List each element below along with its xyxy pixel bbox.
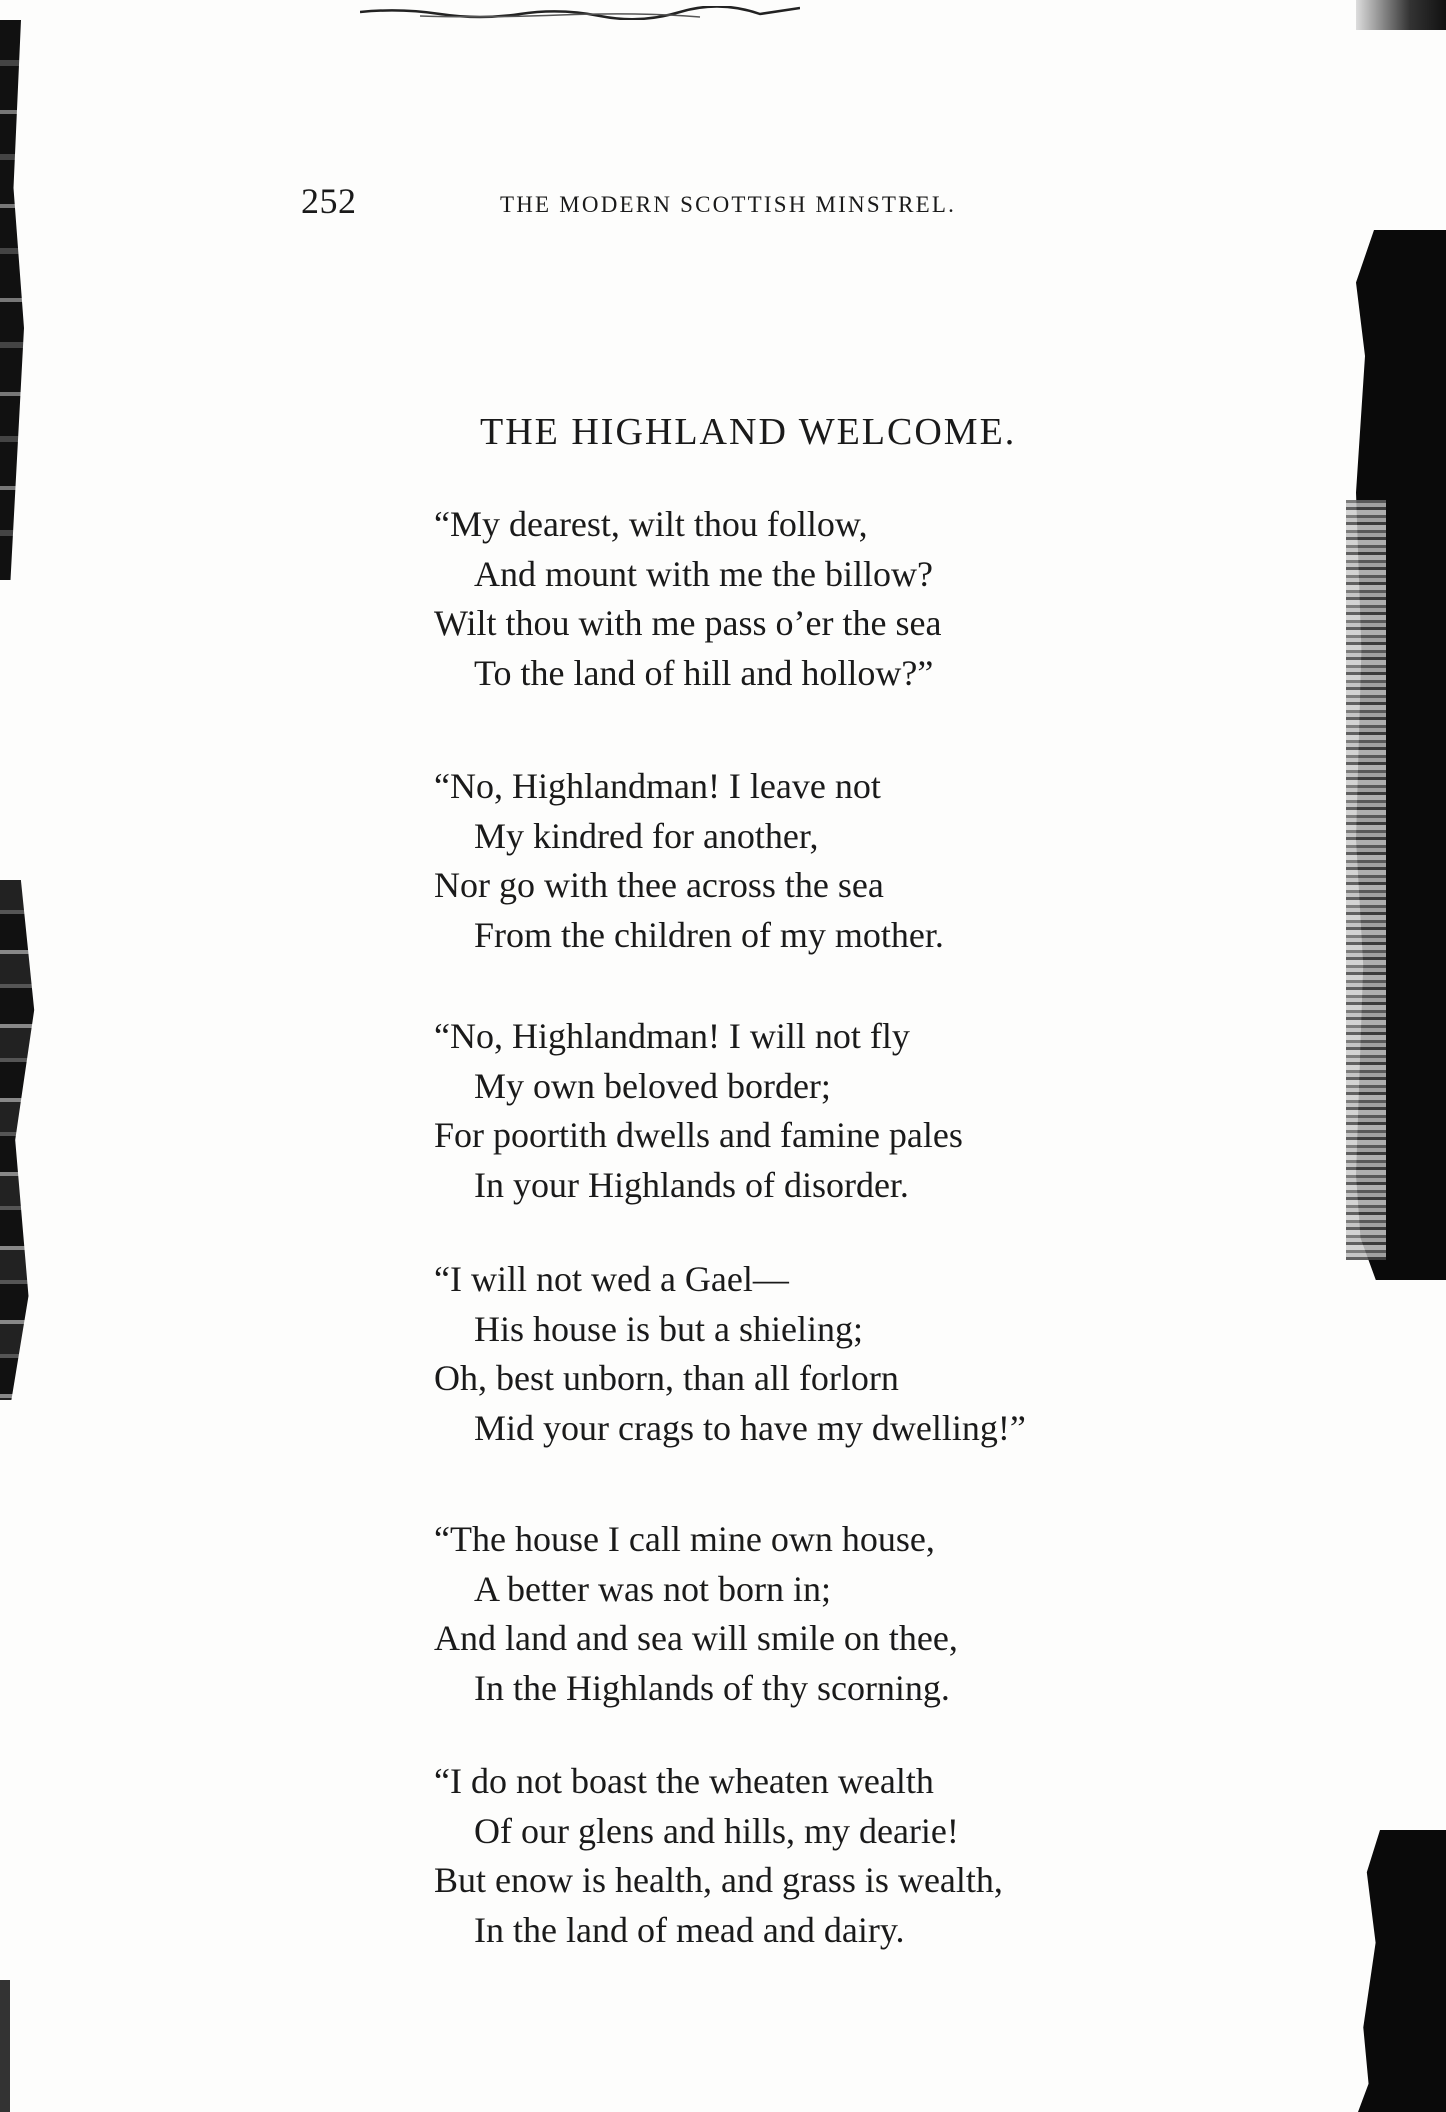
scan-shadow-top-right: [1356, 0, 1446, 30]
stanza-6: [434, 1757, 1194, 1955]
poem-line: Of our glens and hills, my dearie!: [474, 1810, 959, 1851]
scan-edge-right-texture: [1346, 500, 1386, 1260]
poem-line: “No, Highlandman! I leave not: [434, 766, 881, 806]
poem-line: My own beloved border;: [474, 1065, 831, 1106]
poem-line: But enow is health, and grass is wealth,: [434, 1860, 1003, 1900]
poem-line: In the land of mead and dairy.: [474, 1909, 905, 1950]
running-header: THE MODERN SCOTTISH MINSTREL.: [500, 192, 957, 217]
stanza-1: [434, 500, 1194, 698]
poem-line: Oh, best unborn, than all forlorn: [434, 1358, 899, 1398]
poem-title: THE HIGHLAND WELCOME.: [480, 411, 1017, 453]
poem-line: A better was not born in;: [474, 1568, 831, 1609]
poem-line: “No, Highlandman! I will not fly: [434, 1016, 910, 1056]
stanza-4: [434, 1255, 1194, 1453]
poem-line: “The house I call mine own house,: [434, 1519, 935, 1559]
poem-line: For poortith dwells and famine pales: [434, 1115, 963, 1155]
poem-line: Nor go with thee across the sea: [434, 865, 884, 905]
poem-line: And mount with me the billow?: [474, 553, 933, 594]
scan-edge-left-middle: [0, 880, 38, 1400]
stanza-5: [434, 1515, 1194, 1713]
poem-line: “I will not wed a Gael—: [434, 1259, 789, 1299]
scan-edge-right-lower: [1358, 1830, 1446, 2112]
poem-line: From the children of my mother.: [474, 914, 944, 955]
stanza-2: [434, 762, 1194, 960]
poem-line: And land and sea will smile on thee,: [434, 1618, 958, 1658]
poem-line: His house is but a shieling;: [474, 1308, 863, 1349]
scan-edge-left-lower: [0, 1980, 10, 2112]
scan-edge-left-upper: [0, 20, 30, 580]
poem-line: To the land of hill and hollow?”: [474, 652, 934, 693]
scan-smudge-top: [360, 6, 800, 20]
poem-line: “My dearest, wilt thou follow,: [434, 504, 868, 544]
poem-line: In the Highlands of thy scorning.: [474, 1667, 950, 1708]
page-number: 252: [301, 181, 357, 221]
poem-line: My kindred for another,: [474, 815, 819, 856]
poem-line: In your Highlands of disorder.: [474, 1164, 909, 1205]
poem-line: “I do not boast the wheaten wealth: [434, 1761, 934, 1801]
poem-line: Wilt thou with me pass o’er the sea: [434, 603, 942, 643]
poem-line: Mid your crags to have my dwelling!”: [474, 1407, 1026, 1448]
stanza-3: [434, 1012, 1194, 1210]
